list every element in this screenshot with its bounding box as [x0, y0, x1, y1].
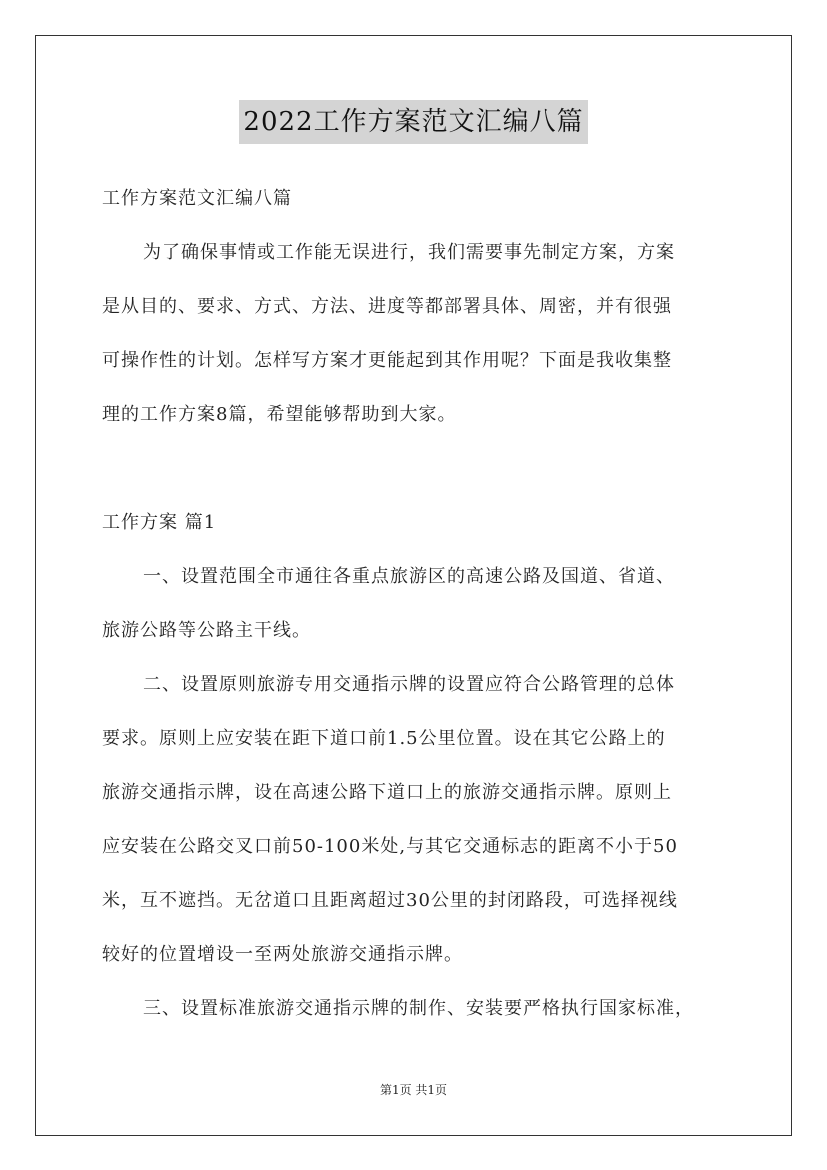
document-title-wrap: [0, 100, 827, 144]
para2-line: 米，互不遮挡。无岔道口且距离超过30公里的封闭路段，可选择视线: [102, 890, 678, 911]
intro-line: 可操作性的计划。怎样写方案才更能起到其作用呢？下面是我收集整: [102, 350, 672, 371]
para1-line: 旅游公路等公路主干线。: [102, 620, 311, 641]
document-title: 2022工作方案范文汇编八篇: [239, 100, 587, 144]
intro-line: 是从目的、要求、方式、方法、进度等都部署具体、周密，并有很强: [102, 296, 672, 317]
intro-line: 为了确保事情或工作能无误进行，我们需要事先制定方案，方案: [143, 242, 675, 263]
para2-line: 要求。原则上应安装在距下道口前1.5公里位置。设在其它公路上的: [102, 728, 666, 749]
para2-line: 旅游交通指示牌，设在高速公路下道口上的旅游交通指示牌。原则上: [102, 782, 672, 803]
document-body: [102, 172, 726, 1036]
para2-line: 应安装在公路交叉口前50-100米处,与其它交通标志的距离不小于50: [102, 836, 678, 857]
intro-line: 理的工作方案8篇，希望能够帮助到大家。: [102, 404, 457, 425]
para3-line: 三、设置标准旅游交通指示牌的制作、安装要严格执行国家标准，: [143, 998, 694, 1019]
page-footer: 第1页 共1页: [379, 1083, 448, 1097]
subtitle: 工作方案范文汇编八篇: [102, 188, 292, 209]
para2-line: 二、设置原则旅游专用交通指示牌的设置应符合公路管理的总体: [143, 674, 675, 695]
para1-line: 一、设置范围全市通往各重点旅游区的高速公路及国道、省道、: [143, 566, 675, 587]
section-heading: 工作方案 篇1: [102, 512, 217, 533]
blank-line: [102, 442, 726, 496]
para2-line: 较好的位置增设一至两处旅游交通指示牌。: [102, 944, 463, 965]
